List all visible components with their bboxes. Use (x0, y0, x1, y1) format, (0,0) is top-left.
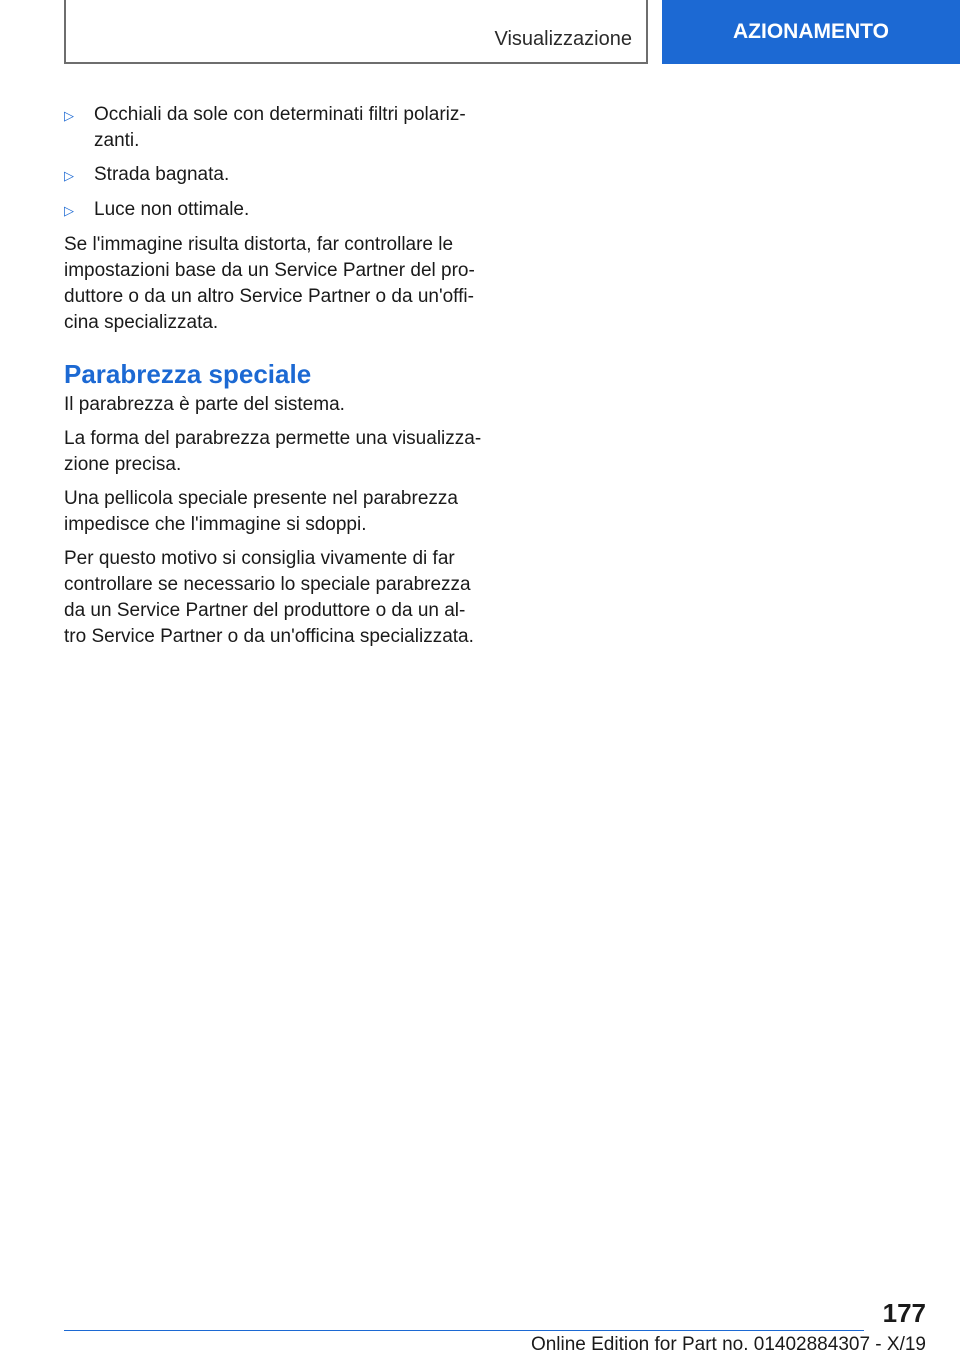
bullet-item (64, 102, 484, 154)
bullet-text: Occhiali da sole con determinati filtri polariz‐zanti. (94, 104, 466, 151)
paragraph: Se l'immagine risulta distorta, far controllare le impostazioni base da un Service Partner del pro‐duttore o da un altro Service Partner o da un'offi‐cina specializzata. (64, 234, 475, 333)
triangle-bullet-icon: ▷ (64, 203, 74, 218)
header-frame (64, 0, 648, 64)
chapter-tab: AZIONAMENTO (662, 0, 960, 64)
bullet-text: Strada bagnata. (94, 164, 230, 185)
footer-edition-text: Online Edition for Part no. 01402884307 - X/19 (530, 1334, 926, 1355)
triangle-bullet-icon: ▷ (64, 108, 74, 123)
paragraph: Per questo motivo si consiglia vivamente di far controllare se necessario lo speciale parabrezza da un Service Partner del produttore o da un al‐tro Service Partner o da un'officina specializzata. (64, 548, 474, 647)
page-content (64, 102, 484, 658)
paragraph: Una pellicola speciale presente nel parabrezza impedisce che l'immagine si sdoppi. (64, 488, 458, 535)
bullet-text: Luce non ottimale. (94, 199, 250, 220)
paragraph: La forma del parabrezza permette una visualizza‐zione precisa. (64, 428, 482, 475)
paragraph: Il parabrezza è parte del sistema. (64, 394, 345, 415)
bullet-item (64, 197, 484, 224)
page-number: 177 (882, 1298, 926, 1328)
footer-divider (64, 1330, 864, 1331)
section-title: Visualizzazione (494, 28, 632, 50)
triangle-bullet-icon: ▷ (64, 168, 74, 183)
bullet-item (64, 162, 484, 189)
section-heading: Parabrezza speciale (64, 359, 312, 389)
